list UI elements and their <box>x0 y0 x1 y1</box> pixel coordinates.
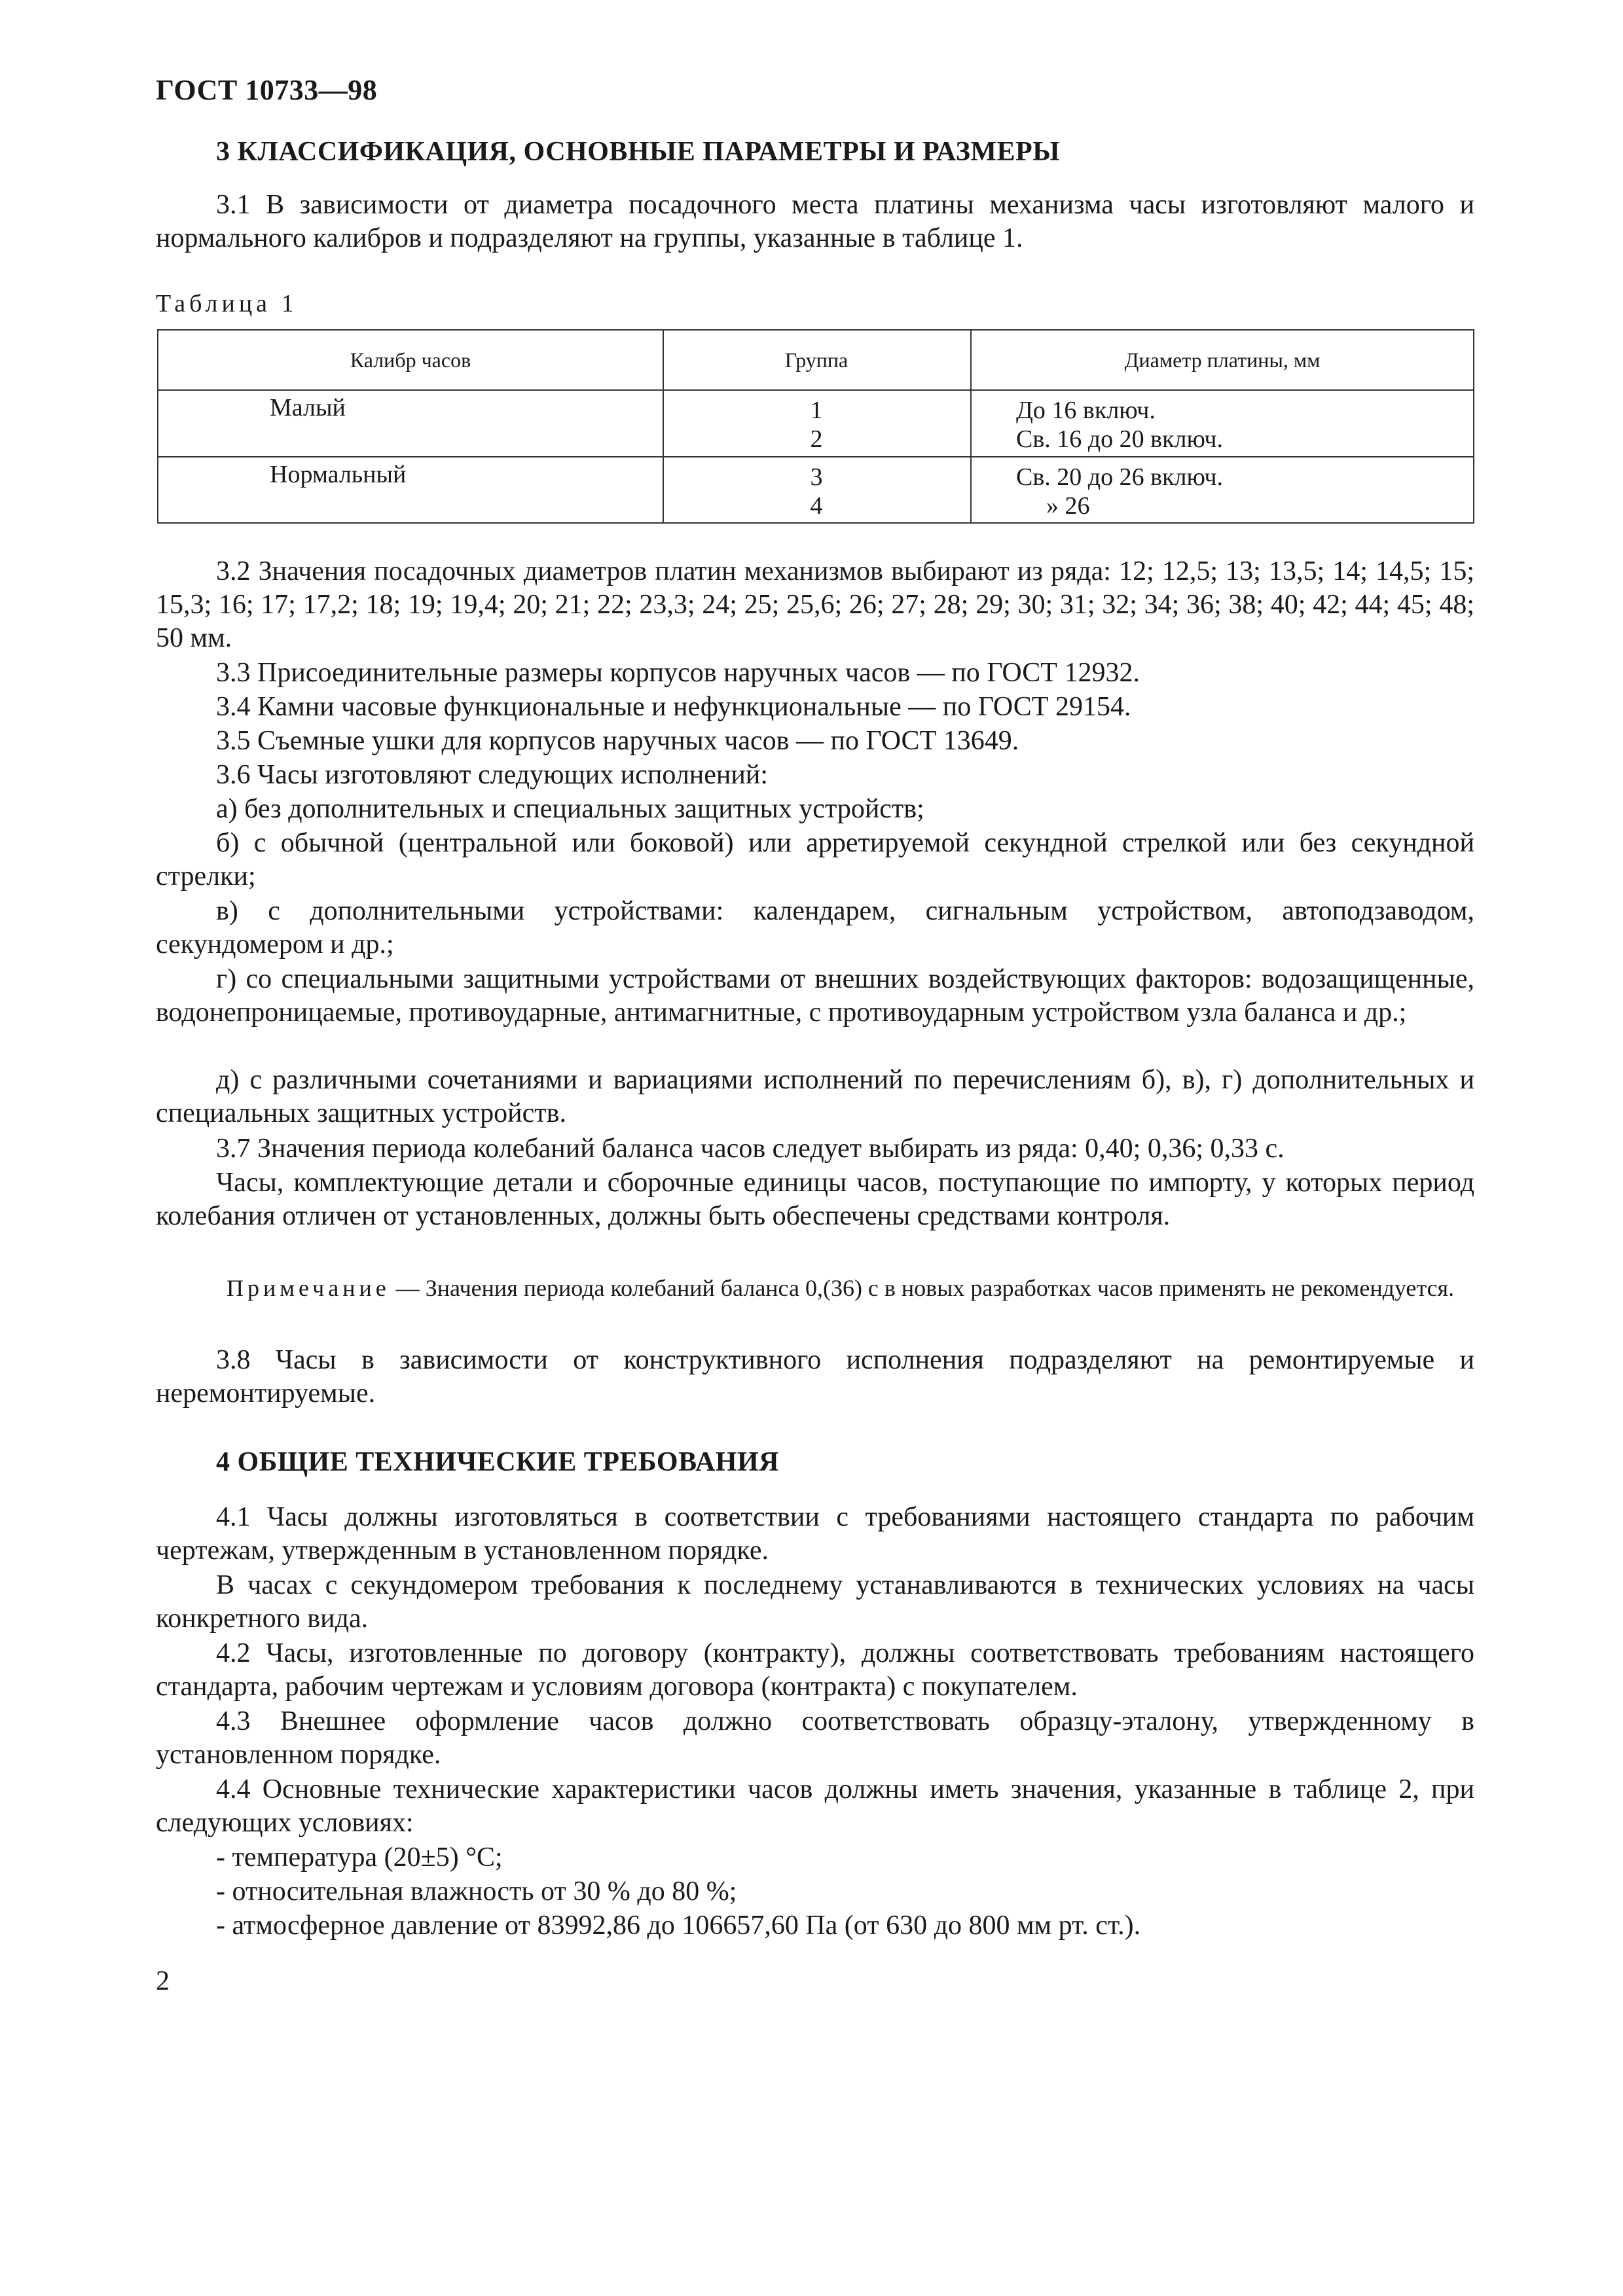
note-label: Примечание <box>227 1275 390 1301</box>
paragraph-4-3: 4.3 Внешнее оформление часов должно соответствовать образцу-эталону, утвержденному в установленном порядке. <box>156 1706 1474 1770</box>
note-text: — Значения периода колебаний баланса 0,(36) с в новых разработках часов применять не рекомендуется. <box>390 1275 1455 1301</box>
table-cell-groups <box>663 396 970 454</box>
table-header-caliber: Калибр часов <box>350 348 471 372</box>
table-1-caption: Таблица 1 <box>156 290 298 317</box>
condition-humidity: - относительная влажность от 30 % до 80 %; <box>216 1876 737 1907</box>
paragraph-4-2: 4.2 Часы, изготовленные по договору (контракту), должны соответствовать требованиям настоящего стандарта, рабочим чертежам и условиям договора (контракта) с покупателем. <box>156 1638 1474 1702</box>
paragraph-3-1: 3.1 В зависимости от диаметра посадочного места платины механизма часы изготовляют малого и нормального калибров и подразделяют на группы, указанные в таблице 1. <box>156 190 1474 253</box>
paragraph-4-1-continued: В часах с секундомером требования к последнему устанавливаются в технических условиях на часы конкретного вида. <box>156 1570 1474 1634</box>
paragraph-4-1: 4.1 Часы должны изготовляться в соответствии с требованиями настоящего стандарта по рабочим чертежам, утвержденным в установленном порядке. <box>156 1502 1474 1566</box>
condition-pressure: - атмосферное давление от 83992,86 до 106657,60 Па (от 630 до 800 мм рт. ст.). <box>216 1910 1141 1941</box>
table-cell-groups <box>663 463 970 520</box>
group-value: 3 <box>810 463 823 491</box>
note <box>156 1274 1474 1302</box>
table-cell-caliber: Малый <box>270 394 346 422</box>
list-item-3-6-b: б) с обычной (центральной или боковой) или арретируемой секундной стрелкой или без секундной стрелки; <box>156 828 1474 891</box>
diameter-value: Св. 16 до 20 включ. <box>1016 425 1224 453</box>
condition-temperature: - температура (20±5) °С; <box>216 1842 503 1873</box>
table-header-diameter: Диаметр платины, мм <box>1124 348 1321 372</box>
paragraph-3-3: 3.3 Присоединительные размеры корпусов наручных часов — по ГОСТ 12932. <box>216 658 1140 688</box>
paragraph-3-2: 3.2 Значения посадочных диаметров платин механизмов выбирают из ряда: 12; 12,5; 13; 13,5; 14; 14,5; 15; 15,3; 16; 17; 17,2; 18; 19; 19,4; 20; 21; 22; 23,3; 24; 25; 25,6; 26; 27; 28; 29; 30; 31; 32; 34; 36; 38; 40; 42; 44; 45; 48; 50 мм. <box>156 556 1474 653</box>
paragraph-3-8: 3.8 Часы в зависимости от конструктивного исполнения подразделяют на ремонтируемые и неремонтируемые. <box>156 1345 1474 1408</box>
paragraph-3-6: 3.6 Часы изготовляют следующих исполнений: <box>216 760 768 790</box>
table-divider <box>158 389 1473 391</box>
table-header-group: Группа <box>784 348 848 372</box>
table-cell-caliber: Нормальный <box>270 461 407 488</box>
paragraph-3-7: 3.7 Значения периода колебаний баланса часов следует выбирать из ряда: 0,40; 0,36; 0,33 с. <box>216 1134 1285 1164</box>
table-cell-diameters <box>1016 396 1223 454</box>
diameter-value: » 26 <box>1046 492 1090 520</box>
group-value: 2 <box>810 425 823 453</box>
paragraph-3-7-continued: Часы, комплектующие детали и сборочные единицы часов, поступающие по импорту, у которых период колебания отличен от установленных, должны быть обеспечены средствами контроля. <box>156 1168 1474 1231</box>
diameter-value: До 16 включ. <box>1016 397 1156 424</box>
list-item-3-6-g: г) со специальными защитными устройствами от внешних воздействующих факторов: водозащищенные, водонепроницаемые, противоударные, антимагнитные, с противоударным устройством узла баланса и др.; <box>156 964 1474 1028</box>
page-number: 2 <box>156 1966 170 1996</box>
table-divider <box>158 456 1473 457</box>
group-value: 1 <box>810 397 823 424</box>
table-cell-diameters <box>1016 463 1223 520</box>
list-item-3-6-a: а) без дополнительных и специальных защитных устройств; <box>216 794 924 824</box>
paragraph-3-4: 3.4 Камни часовые функциональные и нефункциональные — по ГОСТ 29154. <box>216 692 1131 722</box>
section-3-title: 3 КЛАССИФИКАЦИЯ, ОСНОВНЫЕ ПАРАМЕТРЫ И РАЗМЕРЫ <box>216 137 1060 167</box>
list-item-3-6-d: д) с различными сочетаниями и вариациями исполнений по перечислениям б), в), г) дополнительных и специальных защитных устройств. <box>156 1065 1474 1128</box>
paragraph-3-5: 3.5 Съемные ушки для корпусов наручных часов — по ГОСТ 13649. <box>216 726 1019 756</box>
group-value: 4 <box>810 492 823 520</box>
standard-number: ГОСТ 10733—98 <box>156 74 378 106</box>
list-item-3-6-v: в) с дополнительными устройствами: календарем, сигнальным устройством, автоподзаводом, секундомером и др.; <box>156 896 1474 960</box>
paragraph-4-4: 4.4 Основные технические характеристики часов должны иметь значения, указанные в таблице 2, при следующих условиях: <box>156 1774 1474 1838</box>
diameter-value: Св. 20 до 26 включ. <box>1016 463 1224 491</box>
section-4-title: 4 ОБЩИЕ ТЕХНИЧЕСКИЕ ТРЕБОВАНИЯ <box>216 1447 779 1477</box>
table-1 <box>157 329 1474 524</box>
